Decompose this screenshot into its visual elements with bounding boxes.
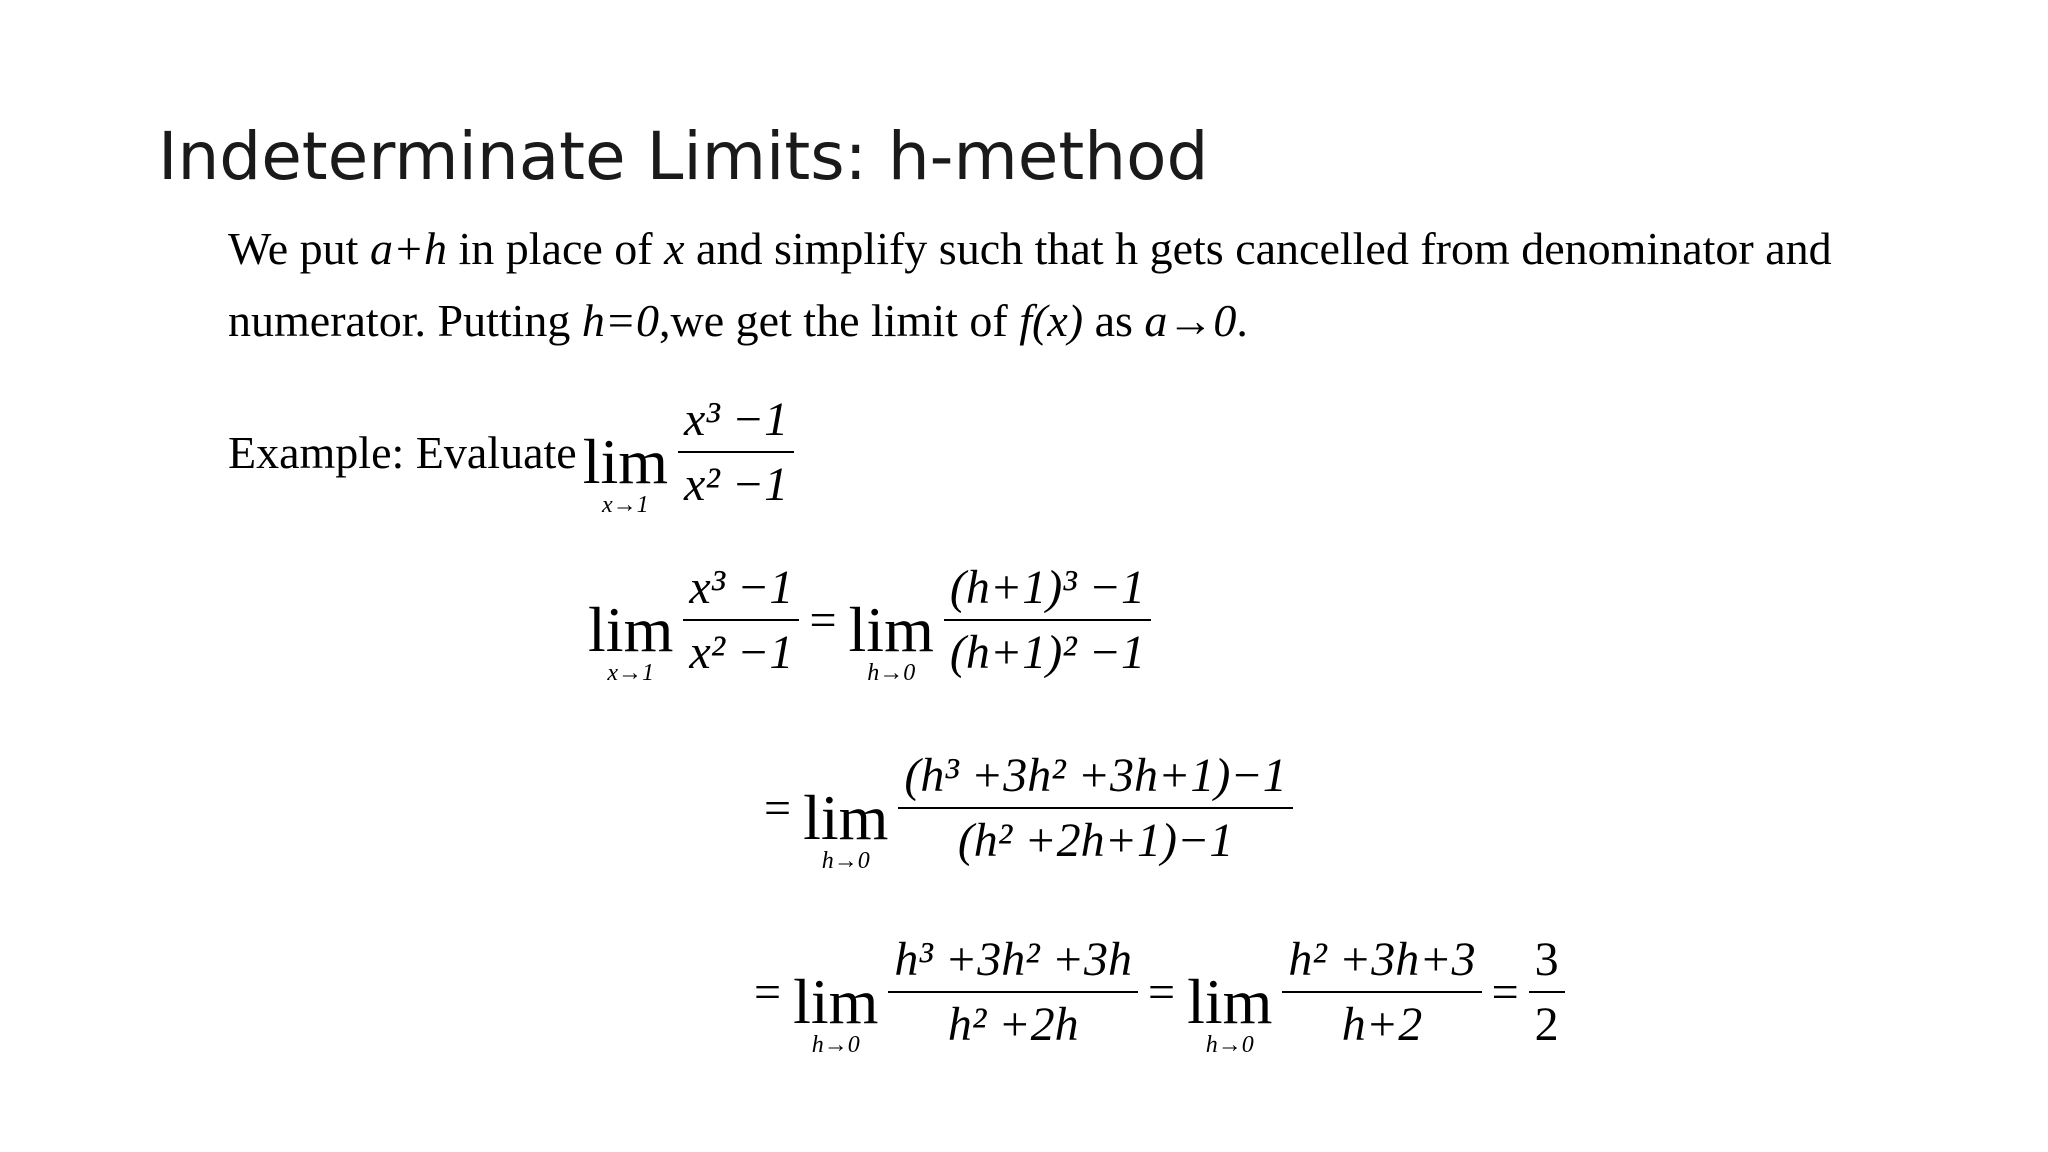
fraction	[683, 560, 799, 680]
equals-sign: =	[1491, 965, 1519, 1019]
numerator: h² +3h+3	[1282, 932, 1481, 993]
lim-subscript: h→0	[867, 660, 916, 686]
limit-operator	[793, 966, 879, 1058]
denominator: (h² +2h+1)−1	[957, 814, 1234, 867]
lim-subscript: h→0	[1205, 1032, 1254, 1058]
step-2	[758, 748, 1297, 874]
fraction	[944, 560, 1151, 680]
denominator: (h+1)² −1	[949, 626, 1145, 679]
intro-text: .	[1236, 295, 1248, 346]
denominator: 2	[1534, 998, 1559, 1051]
denominator: x² −1	[689, 626, 794, 679]
lim-subscript: x→1	[607, 660, 654, 686]
lim-word: lim	[803, 782, 889, 853]
numerator: (h+1)³ −1	[944, 560, 1151, 621]
math-expression: a+h	[369, 223, 447, 274]
math-variable: x	[664, 223, 685, 274]
slide-title: Indeterminate Limits: h-method	[158, 118, 1209, 195]
fraction	[898, 748, 1292, 868]
result-fraction	[1529, 932, 1565, 1052]
math-expression: h=0	[581, 295, 659, 346]
step-3	[748, 932, 1569, 1058]
numerator: x³ −1	[678, 392, 794, 453]
numerator: x³ −1	[683, 560, 799, 621]
limit-operator	[588, 594, 674, 686]
numerator: 3	[1529, 932, 1565, 993]
lim-word: lim	[1187, 966, 1273, 1037]
limit-operator	[582, 426, 669, 518]
fraction	[1282, 932, 1481, 1052]
limit-operator	[848, 594, 934, 686]
lim-subscript: h→0	[821, 848, 870, 874]
example-label: Example: Evaluate	[228, 426, 577, 478]
equals-sign: =	[809, 593, 837, 647]
equals-sign: =	[1147, 965, 1176, 1019]
intro-line-2	[228, 294, 1248, 347]
limit-operator	[803, 782, 889, 874]
step-1	[582, 560, 1155, 686]
intro-text: ,we get the limit of	[658, 295, 1020, 346]
intro-text: numerator. Putting	[228, 295, 582, 346]
denominator: x² −1	[684, 458, 789, 511]
lim-subscript: h→0	[811, 1032, 860, 1058]
lim-word: lim	[582, 426, 669, 497]
lim-subscript: x→1	[602, 492, 649, 518]
fraction	[888, 932, 1138, 1052]
intro-text: in place of	[446, 223, 665, 274]
lim-word: lim	[793, 966, 879, 1037]
numerator: h³ +3h² +3h	[888, 932, 1138, 993]
intro-text: We put	[228, 223, 370, 274]
math-function: f(x)	[1019, 295, 1084, 346]
intro-line-1	[228, 222, 1832, 275]
numerator: (h³ +3h² +3h+1)−1	[898, 748, 1292, 809]
equals-sign: =	[764, 781, 792, 835]
denominator: h+2	[1341, 998, 1423, 1051]
fraction	[678, 392, 794, 512]
math-expression: a→0	[1144, 295, 1237, 346]
intro-text: and simplify such that h gets cancelled from denominator and	[684, 223, 1832, 274]
lim-word: lim	[588, 594, 674, 665]
equals-sign: =	[754, 965, 782, 1019]
lim-word: lim	[848, 594, 934, 665]
intro-text: as	[1083, 295, 1145, 346]
limit-operator	[1187, 966, 1273, 1058]
example-line	[228, 392, 798, 518]
denominator: h² +2h	[947, 998, 1079, 1051]
